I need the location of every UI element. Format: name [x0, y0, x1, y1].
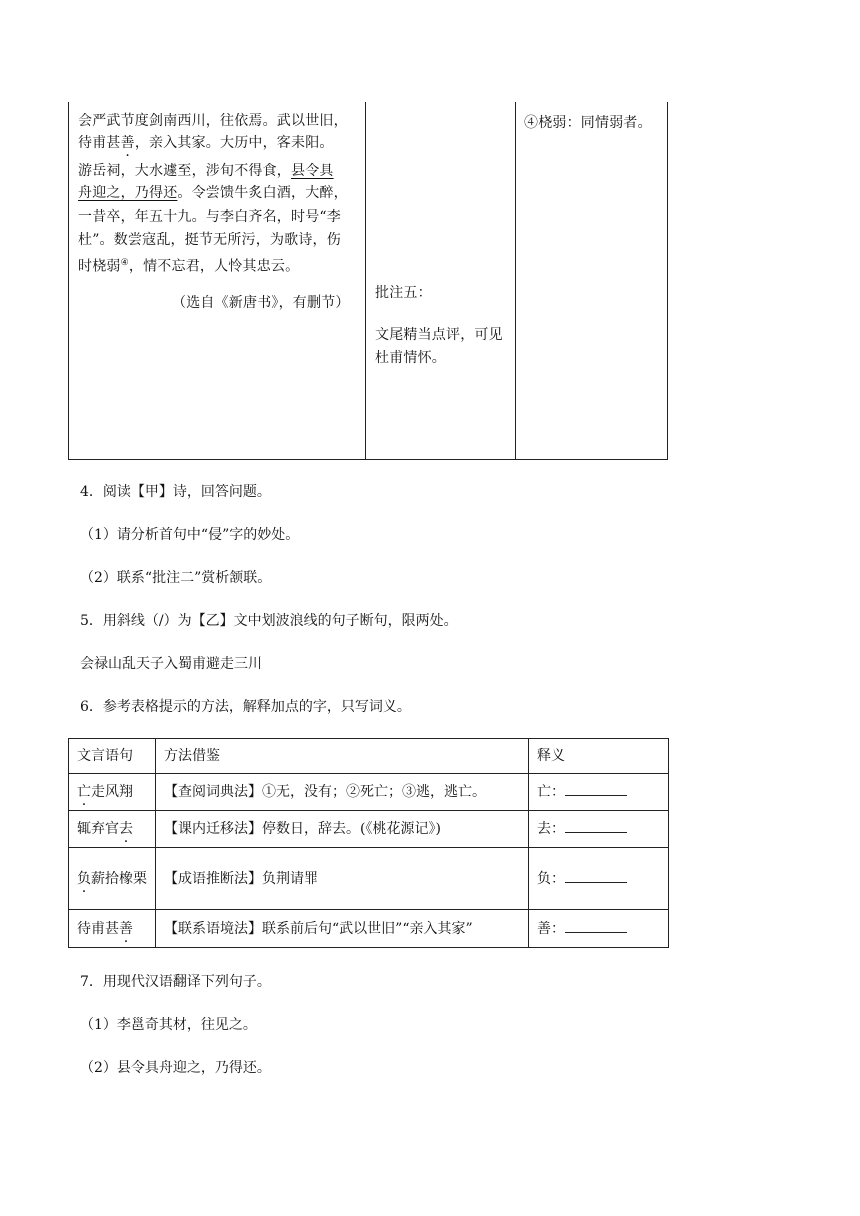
- header-cell: 释义: [529, 739, 669, 774]
- question-7-1: （1）李邕奇其材，往见之。: [80, 1017, 257, 1033]
- phrase-cell: [69, 848, 156, 910]
- text-segment: 。令尝馈牛炙白酒，大醉，: [177, 185, 348, 201]
- answer-blank[interactable]: [565, 783, 627, 796]
- answer-cell: [529, 848, 669, 910]
- table-row: [69, 848, 669, 910]
- method-cell: 【课内迁移法】停数日，辞去。(《桃花源记》): [156, 811, 529, 848]
- table-row: [69, 774, 669, 811]
- question-6: 6．参考表格提示的方法，解释加点的字，只写词义。: [80, 699, 411, 715]
- annotation-table: [68, 102, 668, 460]
- dotted-char: 负: [77, 870, 91, 887]
- text-segment: 时桡弱: [78, 258, 121, 275]
- answer-label: 善：: [537, 920, 565, 937]
- footnote-mark: ④: [120, 258, 129, 268]
- phrase-text: 辄弃官: [77, 821, 119, 837]
- question-5: 5．用斜线（/）为【乙】文中划波浪线的句子断句，限两处。: [80, 613, 458, 629]
- source-note: （选自《新唐书》，有删节）: [172, 295, 350, 311]
- footnote: ④桡弱：同情弱者。: [524, 115, 652, 131]
- answer-blank[interactable]: [565, 820, 627, 833]
- dotted-char: 善: [120, 135, 135, 151]
- text-segment: ，亲入其家。大历中，客耒阳。: [134, 135, 334, 151]
- phrase-cell: [69, 910, 156, 948]
- header-cell: 文言语句: [69, 739, 156, 774]
- table-row: [69, 811, 669, 848]
- answer-label: 负：: [537, 870, 565, 887]
- table-row: [69, 910, 669, 948]
- answer-cell: [529, 910, 669, 948]
- method-cell: 【联系语境法】联系前后句“武以世旧”“亲入其家”: [156, 910, 529, 948]
- text-line: [78, 182, 348, 204]
- dotted-char: 亡: [77, 784, 91, 800]
- question-7-2: （2）县令具舟迎之，乃得还。: [80, 1060, 271, 1076]
- text-line: [78, 132, 334, 154]
- question-4: 4．阅读【甲】诗，回答问题。: [80, 484, 271, 500]
- method-cell: 【成语推断法】负荆请罪: [156, 848, 529, 910]
- method-cell: 【查阅词典法】①无，没有；②死亡；③逃，逃亡。: [156, 774, 529, 811]
- phrase-text: 薪拾橡栗: [91, 870, 147, 887]
- text-line: 会严武节度剑南西川，往依焉。武以世旧，: [78, 113, 348, 129]
- text-line: [78, 160, 334, 182]
- header-cell: 方法借鉴: [156, 739, 529, 774]
- text-line: 杜”。数尝寇乱，挺节无所污，为歌诗，伤: [78, 232, 341, 248]
- annotation-label: 批注五：: [375, 285, 432, 301]
- table-header-row: [69, 739, 669, 774]
- dotted-char: 善: [119, 920, 133, 937]
- question-5-text: 会禄山乱天子入蜀甫避走三川: [80, 656, 262, 672]
- underlined-text: 县令具: [291, 163, 334, 179]
- method-table: [68, 738, 669, 948]
- question-4-2: （2）联系“批注二”赏析颔联。: [80, 570, 272, 586]
- answer-cell: [529, 811, 669, 848]
- annotation-text: 文尾精当点评，可见: [375, 327, 503, 343]
- answer-blank[interactable]: [565, 920, 627, 933]
- underlined-text: 舟迎之，乃得还: [78, 185, 178, 201]
- table-divider: [515, 102, 516, 460]
- text-line: 一昔卒，年五十九。与李白齐名，时号“李: [78, 209, 341, 225]
- question-4-1: （1）请分析首句中“侵”字的妙处。: [80, 527, 300, 543]
- phrase-text: 待甫甚: [77, 920, 119, 937]
- table-divider: [365, 102, 366, 460]
- question-7: 7．用现代汉语翻译下列句子。: [80, 974, 271, 990]
- phrase-cell: [69, 811, 156, 848]
- answer-label: 去：: [537, 821, 565, 837]
- dotted-char: 去: [119, 821, 133, 837]
- text-segment: 游岳祠，大水遽至，涉旬不得食，: [78, 163, 291, 179]
- text-segment: ，情不忘君，人怜其忠云。: [128, 258, 300, 275]
- answer-cell: [529, 774, 669, 811]
- annotation-text: 杜甫情怀。: [375, 350, 446, 366]
- text-segment: 待甫甚: [78, 135, 121, 151]
- phrase-text: 走风翔: [91, 784, 133, 800]
- phrase-cell: [69, 774, 156, 811]
- answer-label: 亡：: [537, 784, 565, 800]
- answer-blank[interactable]: [565, 870, 627, 883]
- text-line: [78, 252, 299, 278]
